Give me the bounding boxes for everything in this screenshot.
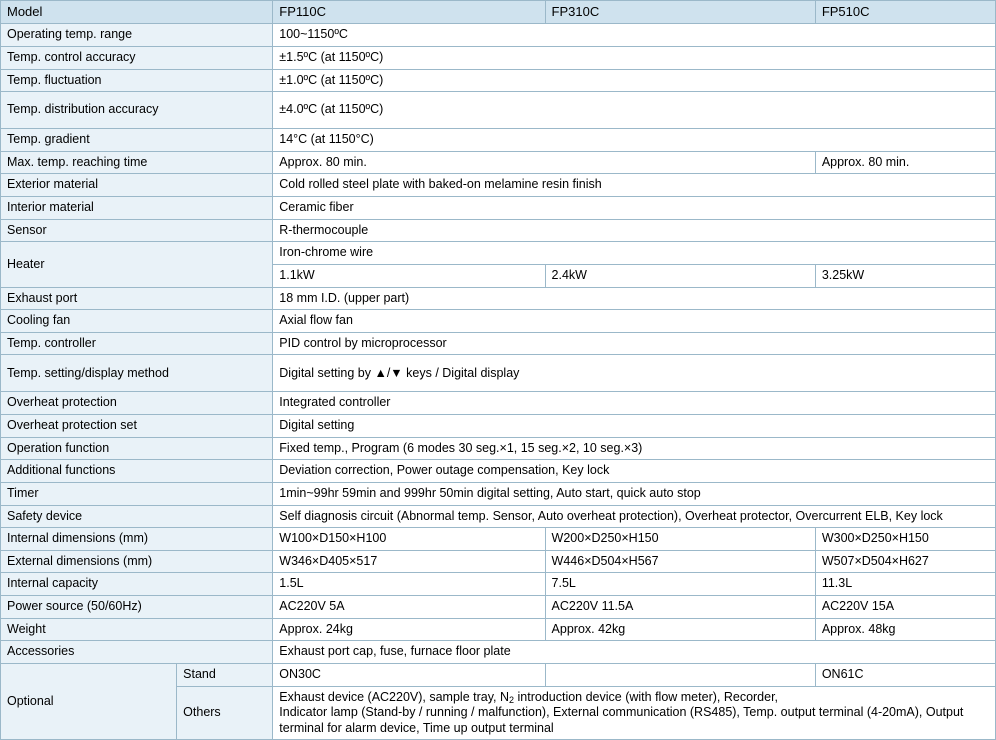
table-row <box>1 219 996 242</box>
row-value: 100~1150ºC <box>273 24 996 47</box>
table-row <box>1 415 996 438</box>
row-value-fp110c: Approx. 24kg <box>273 618 545 641</box>
row-label: Exterior material <box>1 174 273 197</box>
table-row-heater-top <box>1 242 996 265</box>
table-row <box>1 129 996 152</box>
row-label: Temp. distribution accuracy <box>1 92 273 129</box>
heater-material: Iron-chrome wire <box>273 242 996 265</box>
row-label: Accessories <box>1 641 273 664</box>
optional-others-line2: Indicator lamp (Stand-by / running / malfunction), External communication (RS485), Temp. output terminal (4-20mA), Output <box>279 705 964 720</box>
table-row <box>1 24 996 47</box>
row-label: Interior material <box>1 197 273 220</box>
row-value-fp510c: Approx. 48kg <box>815 618 995 641</box>
table-row <box>1 528 996 551</box>
optional-stand-label: Stand <box>177 663 273 686</box>
row-value-fp310c: W446×D504×H567 <box>545 550 815 573</box>
row-value: Approx. 80 min. <box>815 151 995 174</box>
table-row <box>1 596 996 619</box>
row-value: Digital setting <box>273 415 996 438</box>
row-label: Internal capacity <box>1 573 273 596</box>
optional-others-line1-b: introduction device (with flow meter), Recorder, <box>514 689 779 704</box>
table-row <box>1 151 996 174</box>
row-value: 18 mm I.D. (upper part) <box>273 287 996 310</box>
table-row <box>1 46 996 69</box>
row-value: Digital setting by ▲/▼ keys / Digital display <box>273 355 996 392</box>
row-value: 1min~99hr 59min and 999hr 50min digital setting, Auto start, quick auto stop <box>273 482 996 505</box>
optional-stand-row <box>1 663 996 686</box>
row-value: Approx. 80 min. <box>273 151 816 174</box>
row-value-fp310c: 7.5L <box>545 573 815 596</box>
optional-stand-fp310c <box>545 663 815 686</box>
row-value-fp110c: 1.5L <box>273 573 545 596</box>
optional-others-line1-a: Exhaust device (AC220V), sample tray, N <box>279 689 510 704</box>
row-value: Deviation correction, Power outage compensation, Key lock <box>273 460 996 483</box>
header-model-fp510c: FP510C <box>815 1 995 24</box>
table-row <box>1 69 996 92</box>
row-value: ±4.0ºC (at 1150ºC) <box>273 92 996 129</box>
heater-power-fp510c: 3.25kW <box>815 264 995 287</box>
row-value-fp510c: AC220V 15A <box>815 596 995 619</box>
row-value: Ceramic fiber <box>273 197 996 220</box>
row-label: Overheat protection <box>1 392 273 415</box>
row-label: Operating temp. range <box>1 24 273 47</box>
optional-others-label: Others <box>177 686 273 740</box>
row-value: PID control by microprocessor <box>273 332 996 355</box>
row-label: Exhaust port <box>1 287 273 310</box>
row-label: Safety device <box>1 505 273 528</box>
optional-label: Optional <box>1 663 177 740</box>
table-row <box>1 332 996 355</box>
optional-stand-fp510c: ON61C <box>815 663 995 686</box>
row-value-fp310c: Approx. 42kg <box>545 618 815 641</box>
row-value-fp110c: W346×D405×517 <box>273 550 545 573</box>
row-value: ±1.5ºC (at 1150ºC) <box>273 46 996 69</box>
row-value-fp310c: AC220V 11.5A <box>545 596 815 619</box>
table-row <box>1 287 996 310</box>
row-value: 14°C (at 1150°C) <box>273 129 996 152</box>
row-label: Overheat protection set <box>1 415 273 438</box>
row-label: Internal dimensions (mm) <box>1 528 273 551</box>
row-label: Temp. fluctuation <box>1 69 273 92</box>
table-row <box>1 505 996 528</box>
header-model-label: Model <box>1 1 273 24</box>
table-row <box>1 641 996 664</box>
row-value: Integrated controller <box>273 392 996 415</box>
row-label: Temp. control accuracy <box>1 46 273 69</box>
table-row <box>1 482 996 505</box>
row-label: Timer <box>1 482 273 505</box>
table-row <box>1 174 996 197</box>
optional-stand-fp110c: ON30C <box>273 663 545 686</box>
table-row <box>1 550 996 573</box>
header-model-fp110c: FP110C <box>273 1 545 24</box>
row-value: Exhaust port cap, fuse, furnace floor plate <box>273 641 996 664</box>
row-label: External dimensions (mm) <box>1 550 273 573</box>
row-value-fp510c: 11.3L <box>815 573 995 596</box>
row-value: Cold rolled steel plate with baked-on melamine resin finish <box>273 174 996 197</box>
row-value-fp310c: W200×D250×H150 <box>545 528 815 551</box>
table-row <box>1 460 996 483</box>
row-label: Cooling fan <box>1 310 273 333</box>
row-label: Sensor <box>1 219 273 242</box>
row-label: Power source (50/60Hz) <box>1 596 273 619</box>
row-value-fp510c: W507×D504×H627 <box>815 550 995 573</box>
row-value-fp110c: W100×D150×H100 <box>273 528 545 551</box>
optional-others-subscript: 2 <box>509 694 515 705</box>
header-model-fp310c: FP310C <box>545 1 815 24</box>
row-label: Max. temp. reaching time <box>1 151 273 174</box>
heater-power-fp310c: 2.4kW <box>545 264 815 287</box>
table-row <box>1 310 996 333</box>
table-header-row <box>1 1 996 24</box>
row-value: R-thermocouple <box>273 219 996 242</box>
row-label: Temp. controller <box>1 332 273 355</box>
row-value-fp110c: AC220V 5A <box>273 596 545 619</box>
row-label: Additional functions <box>1 460 273 483</box>
optional-others-line3: terminal for alarm device, Time up output terminal <box>279 720 554 735</box>
row-label: Temp. setting/display method <box>1 355 273 392</box>
table-row <box>1 355 996 392</box>
heater-power-fp110c: 1.1kW <box>273 264 545 287</box>
table-row <box>1 618 996 641</box>
row-label: Heater <box>1 242 273 287</box>
table-row <box>1 573 996 596</box>
row-label: Weight <box>1 618 273 641</box>
table-row <box>1 92 996 129</box>
row-label: Operation function <box>1 437 273 460</box>
row-value-fp510c: W300×D250×H150 <box>815 528 995 551</box>
row-value: ±1.0ºC (at 1150ºC) <box>273 69 996 92</box>
row-label: Temp. gradient <box>1 129 273 152</box>
row-value: Self diagnosis circuit (Abnormal temp. Sensor, Auto overheat protection), Overheat protector, Overcurrent ELB, Key lock <box>273 505 996 528</box>
table-row <box>1 392 996 415</box>
table-row <box>1 197 996 220</box>
row-value: Fixed temp., Program (6 modes 30 seg.×1, 15 seg.×2, 10 seg.×3) <box>273 437 996 460</box>
table-row <box>1 437 996 460</box>
row-value: Axial flow fan <box>273 310 996 333</box>
